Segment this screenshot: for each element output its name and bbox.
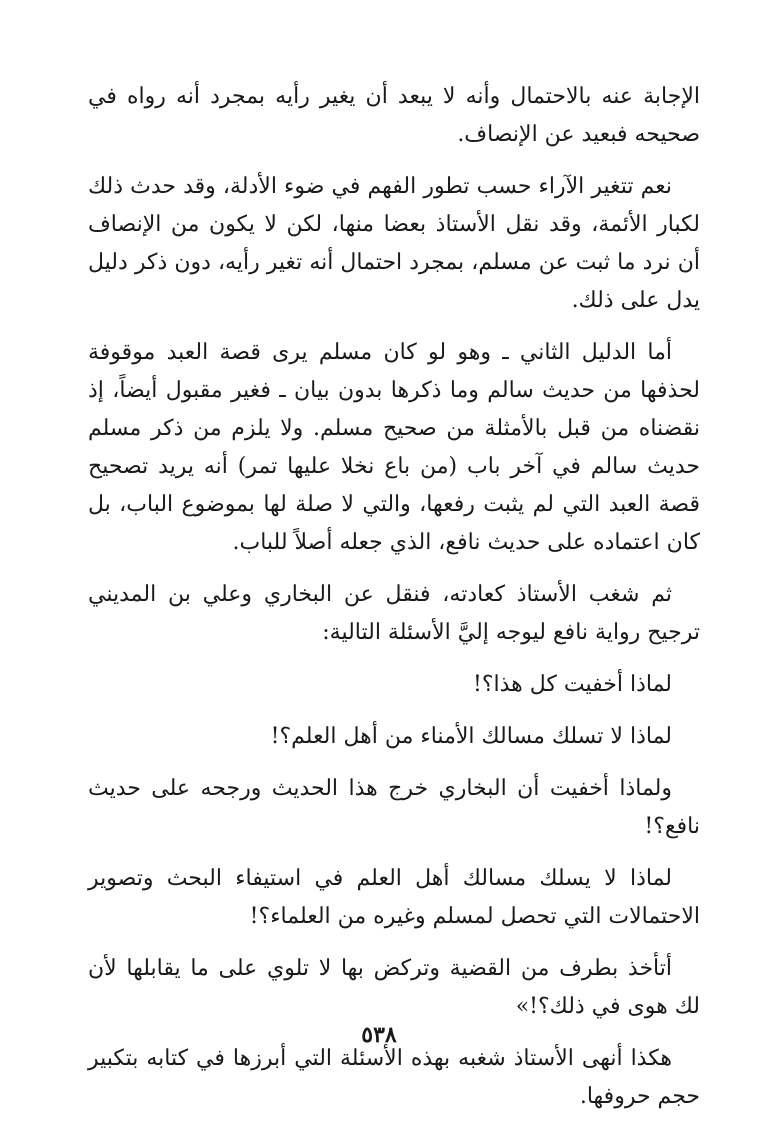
paragraph-1: الإجابة عنه بالاحتمال وأنه لا يبعد أن يغير رأيه بمجرد أنه رواه في صحيحه فبعيد عن الإنصاف.	[88, 84, 700, 147]
question-4: لماذا لا يسلك مسالك أهل العلم في استيفاء البحث وتصوير الاحتمالات التي تحصل لمسلم وغيره من العلماء؟!	[88, 866, 700, 929]
question-3: ولماذا أخفيت أن البخاري خرج هذا الحديث ورجحه على حديث نافع؟!	[88, 776, 700, 839]
paragraph-4: ثم شغب الأستاذ كعادته، فنقل عن البخاري وعلي بن المديني ترجيح رواية نافع ليوجه إليَّ الأسئلة التالية:	[88, 582, 700, 645]
paragraph-final: هكذا أنهى الأستاذ شغبه بهذه الأسئلة التي أبرزها في كتابه بتكبير حجم حروفها.	[88, 1046, 700, 1109]
question-5: أتأخذ بطرف من القضية وتركض بها لا تلوي على ما يقابلها لأن لك هوى في ذلك؟!»	[88, 956, 700, 1019]
paragraph-2: نعم تتغير الآراء حسب تطور الفهم في ضوء الأدلة، وقد حدث ذلك لكبار الأئمة، وقد نقل الأستاذ بعضا منها، لكن لا يكون من الإنصاف أن نرد ما ثبت عن مسلم، بمجرد احتمال أنه تغير رأيه، دون ذكر دليل يدل على ذلك.	[88, 174, 700, 313]
page-number: ٥٣٨	[361, 1022, 397, 1048]
page-body	[88, 78, 700, 1130]
question-2: لماذا لا تسلك مسالك الأمناء من أهل العلم؟!	[270, 724, 672, 749]
paragraph-3: أما الدليل الثاني ـ وهو لو كان مسلم يرى قصة العبد موقوفة لحذفها من حديث سالم وما ذكرها بدون بيان ـ فغير مقبول أيضاً، إذ نقضناه من قبل بالأمثلة من صحيح مسلم. ولا يلزم من ذكر مسلم حديث سالم في آخر باب (من باع نخلا عليها تمر) أنه يريد تصحيح قصة العبد التي لم يثبت رفعها، والتي لا صلة لها بموضوع الباب، بل كان اعتماده على حديث نافع، الذي جعله أصلاً للباب.	[88, 340, 700, 555]
question-1: لماذا أخفيت كل هذا؟!	[472, 672, 672, 697]
